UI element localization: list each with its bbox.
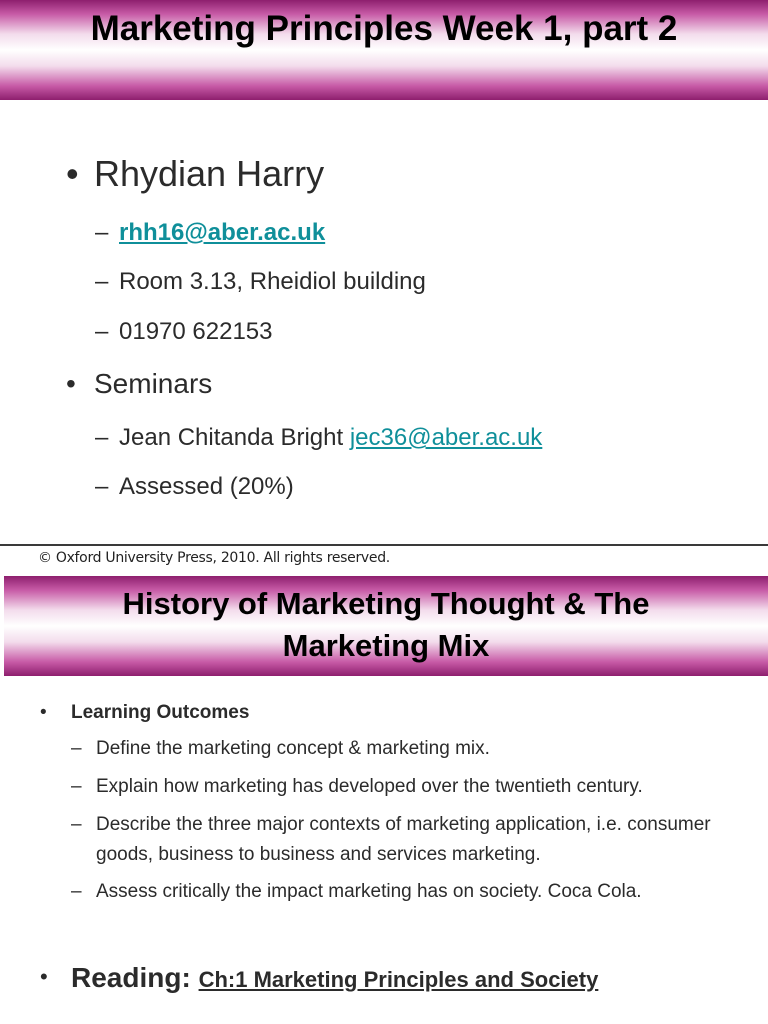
dash-symbol: – — [71, 738, 82, 759]
slide-1-title: Marketing Principles Week 1, part 2 — [0, 0, 768, 100]
slide-2-title-line-2: Marketing Mix — [282, 628, 490, 663]
bullet-symbol: • — [40, 964, 48, 989]
outcome-item — [71, 734, 731, 764]
outcome-text: Define the marketing concept & marketing mix. — [96, 738, 490, 759]
bullet-name — [66, 153, 324, 195]
dash-symbol: – — [71, 814, 82, 835]
phone-text: 01970 622153 — [119, 318, 273, 345]
reading-bullet — [40, 962, 598, 994]
dash-symbol: – — [95, 219, 109, 246]
bullet-seminars — [66, 368, 212, 400]
dash-symbol: – — [95, 318, 109, 345]
outcome-item — [71, 772, 731, 802]
slide-2-title — [4, 576, 768, 676]
slide-divider — [0, 544, 768, 546]
outcome-text: Assess critically the impact marketing has on society. Coca Cola. — [96, 881, 642, 902]
seminar-email-link[interactable]: jec36@aber.ac.uk — [349, 424, 543, 451]
dash-symbol: – — [95, 424, 109, 451]
sub-email — [95, 219, 325, 247]
learning-outcomes-label: Learning Outcomes — [71, 702, 250, 723]
dash-symbol: – — [71, 881, 82, 902]
outcome-item — [71, 810, 711, 870]
assessed-text: Assessed (20%) — [119, 473, 294, 500]
bullet-symbol: • — [40, 702, 47, 723]
copyright-notice: © Oxford University Press, 2010. All rights reserved. — [38, 550, 390, 566]
dash-symbol: – — [95, 473, 109, 500]
bullet-symbol: • — [66, 368, 76, 399]
sub-room — [95, 268, 426, 296]
email-link[interactable]: rhh16@aber.ac.uk — [119, 219, 326, 246]
bullet-symbol: • — [66, 153, 79, 194]
outcome-item — [71, 877, 731, 907]
slide-2-title-line-1: History of Marketing Thought & The — [122, 586, 650, 621]
seminars-heading: Seminars — [94, 368, 213, 399]
dash-symbol: – — [95, 268, 109, 295]
reading-label: Reading: — [71, 962, 191, 993]
sub-phone — [95, 318, 273, 346]
sub-assessed — [95, 473, 294, 501]
room-text: Room 3.13, Rheidiol building — [119, 268, 426, 295]
reading-reference: Ch:1 Marketing Principles and Society — [198, 967, 599, 992]
outcome-text: Describe the three major contexts of marketing application, i.e. consumer goods, business to business and services marketing. — [96, 814, 711, 865]
outcome-text: Explain how marketing has developed over the twentieth century. — [96, 776, 643, 797]
slide-2 — [0, 576, 768, 1024]
sub-seminar-leader — [95, 424, 542, 452]
bullet-learning-outcomes — [40, 702, 249, 724]
dash-symbol: – — [71, 776, 82, 797]
seminar-leader-text: Jean Chitanda Bright — [119, 424, 344, 451]
presenter-name: Rhydian Harry — [94, 153, 325, 194]
